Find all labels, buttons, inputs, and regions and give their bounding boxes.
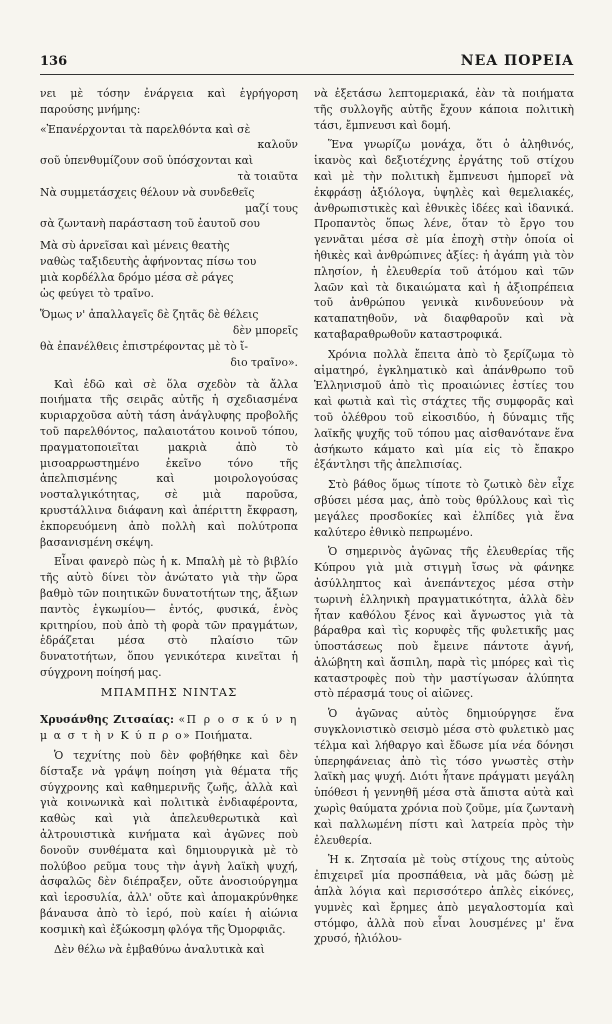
poem-stanza-3: Ὅμως ν' ἀπαλλαγεῖς δὲ ζητᾶς δὲ θέλεις δὲν μπορεῖς θὰ ἐπανέλθεις ἐπιστρέφοντας μὲ τὸ ἴ- διο τραῖνο». <box>40 308 298 369</box>
review-heading <box>40 712 298 744</box>
poem-stanza-2: Μὰ σὺ ἀρνεῖσαι καὶ μένεις θεατὴς ναθὼς ταξιδευτὴς ἀφήνοντας πίσω του μιὰ κορδέλλα δρόμο μέσα σὲ ράγες ὡς φεύγει τὸ τραῖνο. <box>40 239 257 300</box>
paragraph: Ὁ σημερινὸς ἀγῶνας τῆς ἐλευθερίας τῆς Κύπρου γιὰ μιὰ στιγμὴ ἴσως νὰ φάνηκε ἀσύλληπτος καὶ ἀνεπάντεχος μέσα στὴν τωρινὴ ἑλληνικὴ πραγματικότητα, ἀλλὰ δὲν ἦταν καθόλου ξένος καὶ ἄγνωστος γιὰ τὰ βάραθρα καὶ τὶς κορυφὲς τῆς φυλετικῆς μας ὑποστάσεως ποὺ ἔμεινε πάντοτε ἀγνή, ἀλώβητη καὶ ἄσπιλη, παρὰ τὶς μπόρες καὶ τὶς καταστροφὲς ποὺ τὴν μαστίγωσαν ἀλύπητα στὸ πέρασμά τους οἱ αἰῶνες. <box>314 545 574 701</box>
paragraph: Ὁ τεχνίτης ποὺ δὲν φοβήθηκε καὶ δὲν δίσταξε νὰ γράψη ποίηση γιὰ θέματα τῆς σύγχρονης καὶ καθημερινῆς ζωῆς, ἀλλὰ καὶ γιὰ κοινωνικὰ καὶ πολιτικὰ ἐνδιαφέροντα, καθὼς καὶ γιὰ ἀπελευθερωτικὰ καὶ ἀλτρουιστικὰ κινήματα καὶ ἀγῶνες ποὺ δονοῦν συνθέματα καὶ δημιουργικὰ μὲ τὸ πολύβοο ρεῦμα τους τὴν ἀγνὴ λαϊκὴ ψυχή, ἀσφαλῶς δὲν διέπραξεν, οὔτε ἀνοσιούργημα καὶ ἱεροσυλία, ἀλλ' οὔτε καὶ ἀπομακρύνθηκε βάναυσα ἀπὸ τὸ ἱερό, ποὺ καίει ἡ αἰώνια κοσμικὴ καὶ ἐξώκοσμη φλόγα τῆς Ὀμορφιᾶς. <box>40 749 298 936</box>
page-number: 136 <box>40 54 68 69</box>
intro-text: νει μὲ τόσην ἐνάργεια καὶ ἐγρήγορση παρούσης μνήμης: <box>40 87 298 116</box>
review-author: Χρυσάνθης Ζιτσαίας: <box>40 713 174 727</box>
page-header <box>40 52 574 75</box>
paragraph: Ἡ κ. Ζητσαία μὲ τοὺς στίχους της αὐτοὺς ἐπιχειρεῖ μία προσπάθεια, νὰ μᾶς δώσῃ μὲ ἁπλὰ λόγια καὶ περισσότερο ἁπλὲς εἰκόνες, γυμνὲς καὶ ἔρημες ἀπὸ μεγαλοστομία καὶ στόμφο, ἀλλὰ ποὺ εἶναι λουσμένες μ' ἕνα χρυσό, ἡλιόλου- <box>314 853 574 946</box>
paragraph: Χρόνια πολλὰ ἔπειτα ἀπὸ τὸ ξερίζωμα τὸ αἱματηρό, ἐγκληματικὸ καὶ ἀπάνθρωπο τοῦ Ἑλληνισμοῦ ἀπὸ τὶς προαιώνιες ἑστίες του καὶ φωτιὰ καὶ τὶς στάχτες τῆς συμφορᾶς καὶ τοῦ ὀλέθρου τοῦ εἰκοσιδύο, ἡ δύναμις τῆς λαϊκῆς ψυχῆς τοῦ τόπου μας αἰσθανότανε ἕνα ἀσήκωτο κάματο καὶ μία εἰς τὸ ἔπακρο ἐξάντλησι τῆς ἀπελπισίας. <box>314 347 574 472</box>
running-title: ΝΕΑ ΠΟΡΕΙΑ <box>460 53 574 69</box>
paragraph: Ἕνα γνωρίζω μονάχα, ὅτι ὁ ἀληθινός, ἱκανὸς καὶ δεξιοτέχνης ἐργάτης τοῦ στίχου καὶ μὲ τὴν πολιτικὴ ἔμπνευσι ἡμπορεῖ νὰ ἐκφράσῃ ἀξιόλογα, ὑψηλὲς καὶ θεμελιακές, ἀνθρωπιστικὲς καὶ ἐθνικὲς ἰδέες καὶ ἰδανικά. Προπαντὸς ὅπως λένε, ὅταν τὸ ἔργο του γεννᾶται μέσα σὲ μία ἐποχὴ στὴν ὁποία οἱ ἠθικὲς καὶ ἀνθρώπινες ἀξίες: ἡ ἀγάπη γιὰ τὸν πλησίον, ἡ ἐλευθερία τοῦ ἀτόμου καὶ τῶν λαῶν καὶ τὰ δικαιώματα καὶ ἡ ἀξιοπρέπεια τοῦ ἀνθρώπου γενικὰ κινδυνεύουν νὰ καταπατηθοῦν, νὰ διαφθαροῦν καὶ νὰ καταβαραθρωθοῦν καταστροφικά. <box>314 138 574 341</box>
review-type: Ποιήματα. <box>194 729 253 743</box>
review-title: «Π ρ ο σ κ ύ ν η μ α σ τ ὴ ν Κ ύ π ρ ο» <box>40 713 298 743</box>
paragraph: νὰ ἐξετάσω λεπτομεριακά, ἐὰν τὰ ποιήματα τῆς συλλογῆς αὐτῆς ἔχουν κάποια πολιτικὴ τάσι, ἔμπνευσι καὶ δομή. <box>314 87 574 132</box>
paragraph: Στὸ βάθος ὅμως τίποτε τὸ ζωτικὸ δὲν εἶχε σβύσει μέσα μας, ἀπὸ τοὺς θρύλλους καὶ τὶς μεγάλες προσδοκίες καὶ ἐλπίδες γιὰ ἕνα καλύτερο ἐθνικὸ πεπρωμένο. <box>314 478 574 539</box>
paragraph: Ὁ ἀγῶνας αὐτὸς δημιούργησε ἕνα συγκλονιστικὸ σεισμὸ μέσα στὸ φυλετικὸ μας τέλμα καὶ λήθαργο καὶ ἔδωσε μία νέα δόνησι ὑπερηφάνειας ἀπὸ τὶς τόσο γνωστὲς στὴν λαϊκὴ μας ψυχή. Διότι ἦτανε πράγματι μεγάλη ὑπόθεσι ἡ γεννηθῆ μέσα στὰ ἄπιστα αὐτὰ καὶ χωρὶς θαύματα χρόνια ποὺ ζοῦμε, μία ζωντανὴ καὶ παλλωμένη πίστι καὶ λατρεία πρὸς τὴν ἐλευθερία. <box>314 707 574 847</box>
left-column <box>40 86 298 961</box>
poem-stanza-1: «Ἐπανέρχονται τὰ παρελθόντα καὶ σὲ καλοῦν σοῦ ὑπενθυμίζουν σοῦ ὑπόσχονται καὶ τὰ τοιαῦτα Νὰ συμμετάσχεις θέλουν νὰ συνδεθεῖς μαζί τους σὰ ζωντανὴ παράσταση τοῦ ἐαυτοῦ σου <box>40 122 298 231</box>
paragraph: Καὶ ἐδῶ καὶ σὲ ὅλα σχεδὸν τὰ ἄλλα ποιήματα τῆς σειρᾶς αὐτῆς ἡ σχεδιασμένα κυριαρχοῦσα αὐτὴ τάση ἀνάγλυφης προβολῆς τοῦ παρελθόντος, παλαιοτάτου κοινοῦ τόπου, πραγματοποιεῖται μακριὰ ἀπὸ τὸ μισοαρρωστημένο ἐκεῖνο τόνο τῆς ἀπελπισμένης καὶ μοιρολογούσας νοσταλγικότητας, σὲ μιὰ παροῦσα, κρυστάλλινα διάφανη καὶ ἀπέριττη ἔκφραση, ἐκπορευόμενη ἀπὸ πολλὴ καὶ πολύτροπα βασανισμένη σκέψη. <box>40 377 298 549</box>
poem-quote <box>40 122 298 371</box>
paragraph: Δὲν θέλω νὰ ἐμβαθύνω ἀναλυτικὰ καὶ <box>54 942 265 956</box>
paragraph: Εἶναι φανερὸ πὼς ἡ κ. Μπαλὴ μὲ τὸ βιβλίο τῆς αὐτὸ δίνει τὸν ἀνώτατο γιὰ τὴν ὥρα βαθμὸ τῶν ποιητικῶν δυνατοτήτων της, ἄξιων παντὸς ἐγκωμίου— ἐντός, φυσικά, ἑνὸς κριτηρίου, ποὺ ἀπὸ τὴ φορὰ τῶν πραγμάτων, ἑδράζεται μέσα στὸ πλαίσιο τῶν δυνατοτήτων, ὅπου γενικότερα κινεῖται ἡ σύγχρονη ποίησή μας. <box>40 555 298 679</box>
author-signature: ΜΠΑΜΠΗΣ ΝΙΝΤΑΣ <box>100 684 238 699</box>
right-column <box>314 86 574 951</box>
